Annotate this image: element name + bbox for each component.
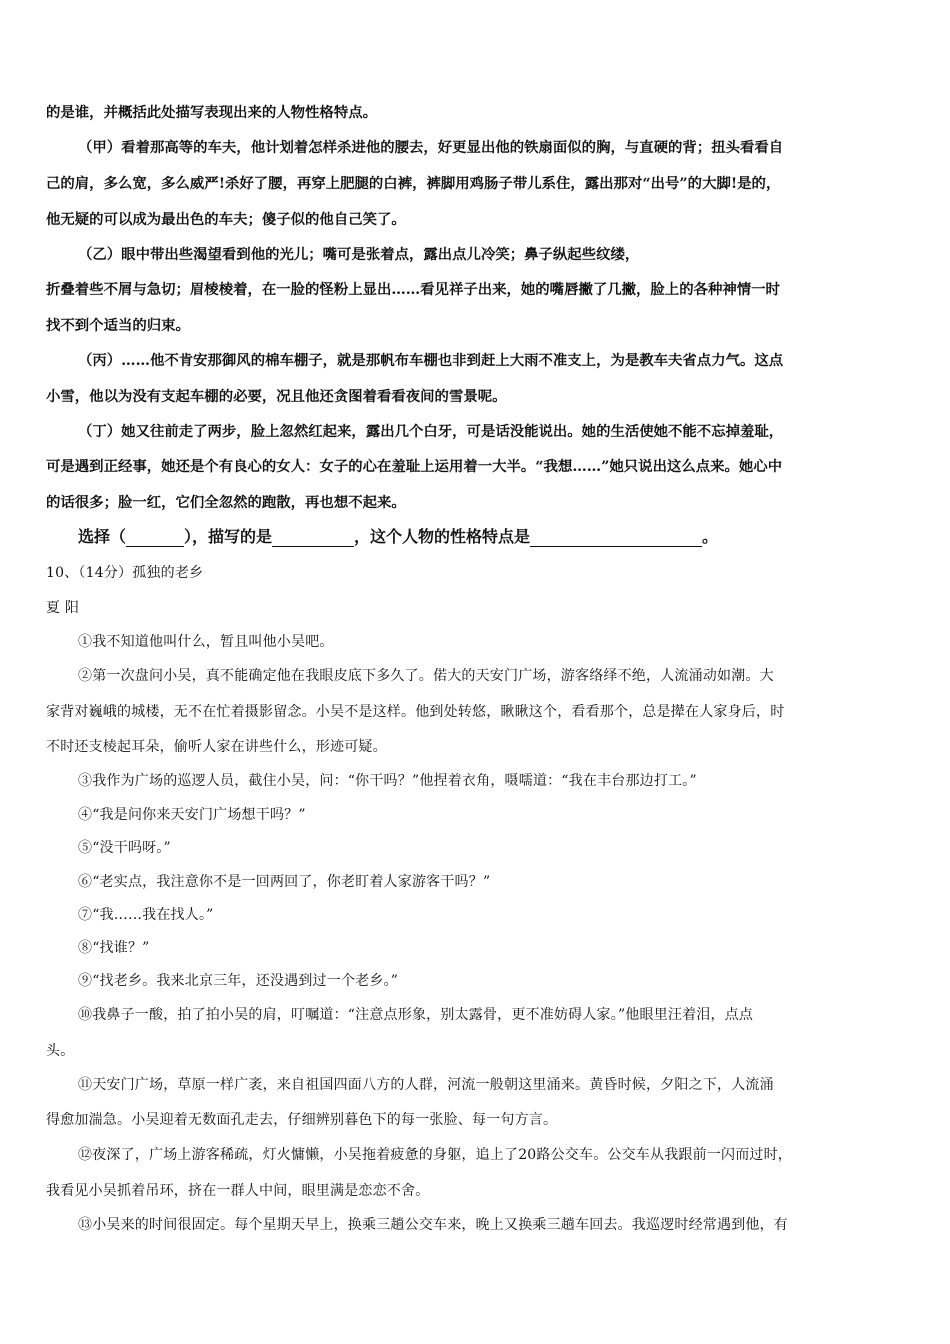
passage-yi-line-3: 找不到个适当的归束。	[46, 317, 190, 334]
para-12-line-2: 我看见小吴抓着吊环，挤在一群人中间，眼里满是恋恋不舍。	[46, 1183, 430, 1199]
passage-ding-line-1: （丁）她又往前走了两步，脸上忽然红起来，露出几个白牙，可是话没能说出。她的生活使她不能不忘掉羞耻，	[78, 423, 784, 440]
para-11-line-2: 得愈加湍急。小吴迎着无数面孔走去，仔细辨别暮色下的每一张脸、每一句方言。	[46, 1112, 558, 1128]
passage-yi-line-1: （乙）眼中带出些渴望看到他的光儿；嘴可是张着点，露出点儿冷笑；鼻子纵起些纹缕，	[78, 246, 640, 263]
para-10-line-2: 头。	[46, 1043, 75, 1059]
para-7: ⑦“我……我在找人。”	[78, 907, 214, 923]
answer-blank-character[interactable]	[272, 530, 354, 547]
answer-blank-choice[interactable]	[126, 530, 184, 547]
answer-blank-trait[interactable]	[530, 530, 702, 547]
passage-yi-line-2: 折叠着些不屑与急切；眉棱棱着，在一脸的怪粉上显出……看见祥子出来，她的嘴唇撇了几撇，脸上的各种神情一时	[46, 281, 780, 298]
para-2-line-3: 不时还支棱起耳朵，偷听人家在讲些什么，形迹可疑。	[46, 739, 387, 755]
passage-ding-line-3: 的话很多；脸一红，它们全忽然的跑散，再也想不起来。	[46, 494, 406, 511]
passage-ding-line-2: 可是遇到正经事，她还是个有良心的女人：女子的心在羞耻上运用着一大半。“我想……”她只说出这么点来。她心中	[46, 458, 783, 475]
passage-jia-line-2: 己的肩，多么宽，多么威严!杀好了腰，再穿上肥腿的白裤，裤脚用鸡肠子带儿系住，露出那对“出号”的大脚!是的，	[46, 175, 781, 192]
q9-intro: 的是谁，并概括此处描写表现出来的人物性格特点。	[46, 104, 377, 121]
q10-header: 10、（14分）孤独的老乡	[46, 565, 204, 581]
passage-jia-line-1: （甲）看着那高等的车夫，他计划着怎样杀进他的腰去，好更显出他的铁扇面似的胸，与直硬的背；扭头看看自	[78, 139, 784, 156]
passage-bing-line-2: 小雪，他以为没有支起车棚的必要，况且他还贪图着看看夜间的雪景呢。	[46, 388, 507, 405]
answer-text-4: 。	[702, 527, 719, 546]
para-10-line-1: ⑩我鼻子一酸，拍了拍小吴的肩，叮嘱道：“注意点形象，别太露骨，更不准妨碍人家。”他眼里汪着泪，点点	[78, 1007, 754, 1023]
para-12-line-1: ⑫夜深了，广场上游客稀疏，灯火慵懒，小吴拖着疲惫的身躯，追上了20路公交车。公交车从我跟前一闪而过时，	[78, 1147, 793, 1163]
para-9: ⑨“找老乡。我来北京三年，还没遇到过一个老乡。”	[78, 973, 399, 989]
answer-text-1: 选择（	[78, 527, 127, 546]
para-5: ⑤“没干吗呀。”	[78, 840, 171, 856]
para-3: ③我作为广场的巡逻人员，截住小吴，问：“你干吗？”他捏着衣角，嗫嚅道：“我在丰台那边打工。”	[78, 773, 697, 789]
answer-text-3: ，这个人物的性格特点是	[354, 527, 531, 546]
answer-text-2: ），描写的是	[184, 527, 273, 546]
para-1: ①我不知道他叫什么，暂且叫他小吴吧。	[78, 634, 334, 650]
para-4: ④“我是问你来天安门广场想干吗？”	[78, 807, 306, 823]
passage-bing-line-1: （丙）……他不肯安那御风的棉车棚子，就是那帆布车棚也非到赶上大雨不准支上，为是教车夫省点力气。这点	[78, 352, 784, 369]
para-13-line-1: ⑬小吴来的时间很固定。每个星期天早上，换乘三趟公交车来，晚上又换乘三趟车回去。我巡逻时经常遇到他，有	[78, 1217, 788, 1233]
para-11-line-1: ⑪天安门广场，草原一样广袤，来自祖国四面八方的人群，河流一般朝这里涌来。黄昏时候，夕阳之下，人流涌	[78, 1077, 774, 1093]
para-2-line-1: ②第一次盘问小吴，真不能确定他在我眼皮底下多久了。偌大的天安门广场，游客络绎不绝，人流涌动如潮。大	[78, 668, 774, 684]
q10-author: 夏 阳	[46, 600, 80, 616]
para-2-line-2: 家背对巍峨的城楼，无不在忙着摄影留念。小吴不是这样。他到处转悠，瞅瞅这个，看看那个，总是撵在人家身后，时	[46, 704, 785, 720]
para-6: ⑥“老实点，我注意你不是一回两回了，你老盯着人家游客干吗？”	[78, 874, 491, 890]
passage-jia-line-3: 他无疑的可以成为最出色的车夫；傻子似的他自己笑了。	[46, 211, 406, 228]
para-8: ⑧“找谁？”	[78, 940, 150, 956]
answer-line	[78, 527, 938, 547]
